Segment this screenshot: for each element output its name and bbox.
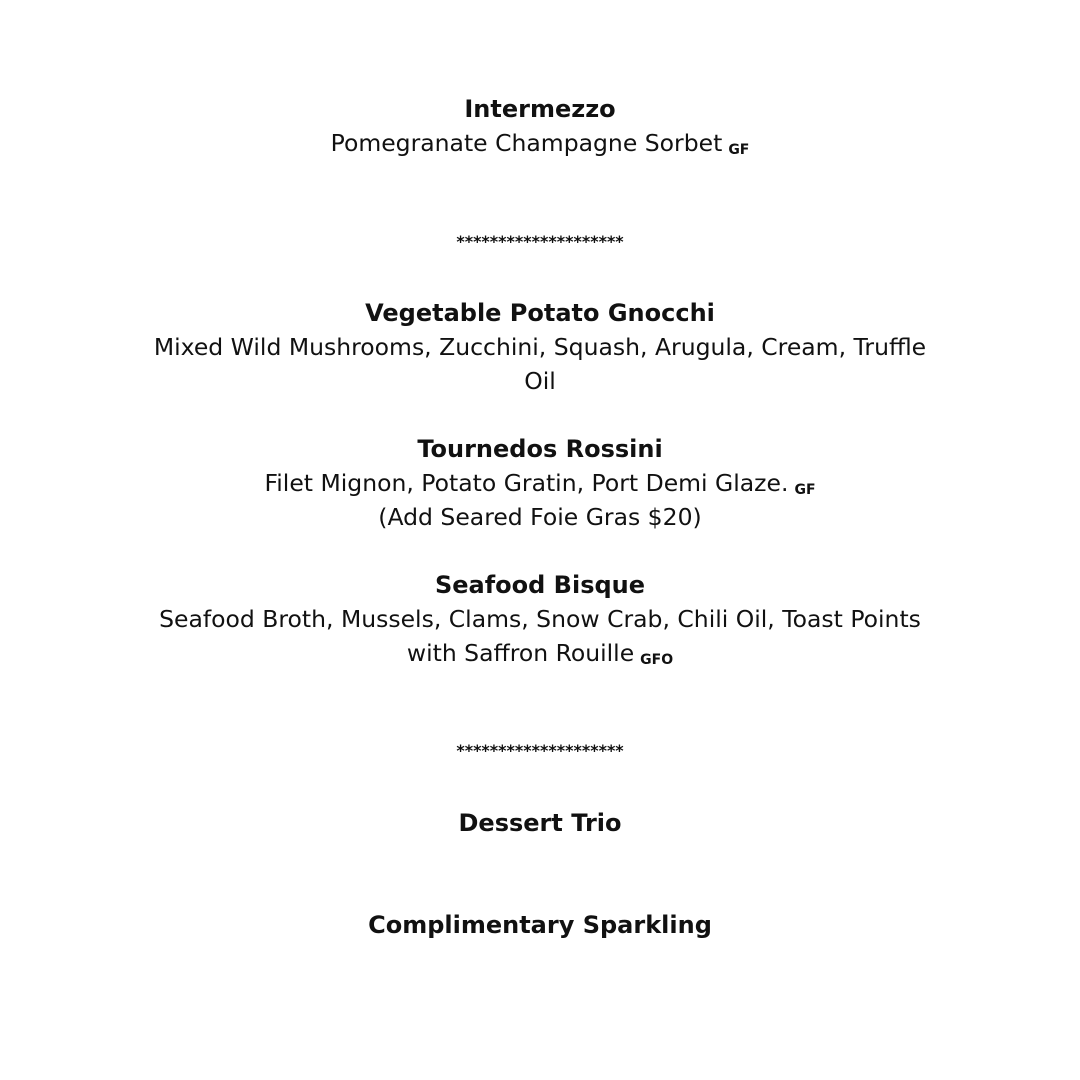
gnocchi-description-line-2: Oil — [524, 367, 556, 395]
section-separator: ******************** — [456, 741, 624, 760]
bisque-title: Seafood Bisque — [434, 571, 646, 599]
sparkling-title: Complimentary Sparkling — [368, 911, 712, 939]
bisque-description-line-2 — [0, 636, 1080, 677]
gnocchi-description-line-1: Mixed Wild Mushrooms, Zucchini, Squash, Arugula, Cream, Truffle — [153, 333, 927, 361]
dessert-title: Dessert Trio — [458, 809, 622, 837]
intermezzo-title: Intermezzo — [464, 95, 616, 123]
tournedos-title: Tournedos Rossini — [417, 435, 663, 463]
bisque-description-text: with Saffron Rouille — [406, 639, 635, 667]
tournedos-description-line-2: (Add Seared Foie Gras $20) — [378, 503, 702, 531]
tournedos-description-text: Filet Mignon, Potato Gratin, Port Demi Glaze. — [264, 469, 789, 497]
gnocchi-title: Vegetable Potato Gnocchi — [365, 299, 715, 327]
gluten-free-tag: GF — [794, 482, 816, 498]
gluten-free-option-tag: GFO — [640, 652, 674, 668]
intermezzo-description-text: Pomegranate Champagne Sorbet — [330, 129, 723, 157]
gluten-free-tag: GF — [728, 142, 750, 158]
section-separator: ******************** — [456, 232, 624, 251]
bisque-description-line-1: Seafood Broth, Mussels, Clams, Snow Crab, Chili Oil, Toast Points — [159, 605, 921, 633]
intermezzo-description — [0, 126, 1080, 167]
